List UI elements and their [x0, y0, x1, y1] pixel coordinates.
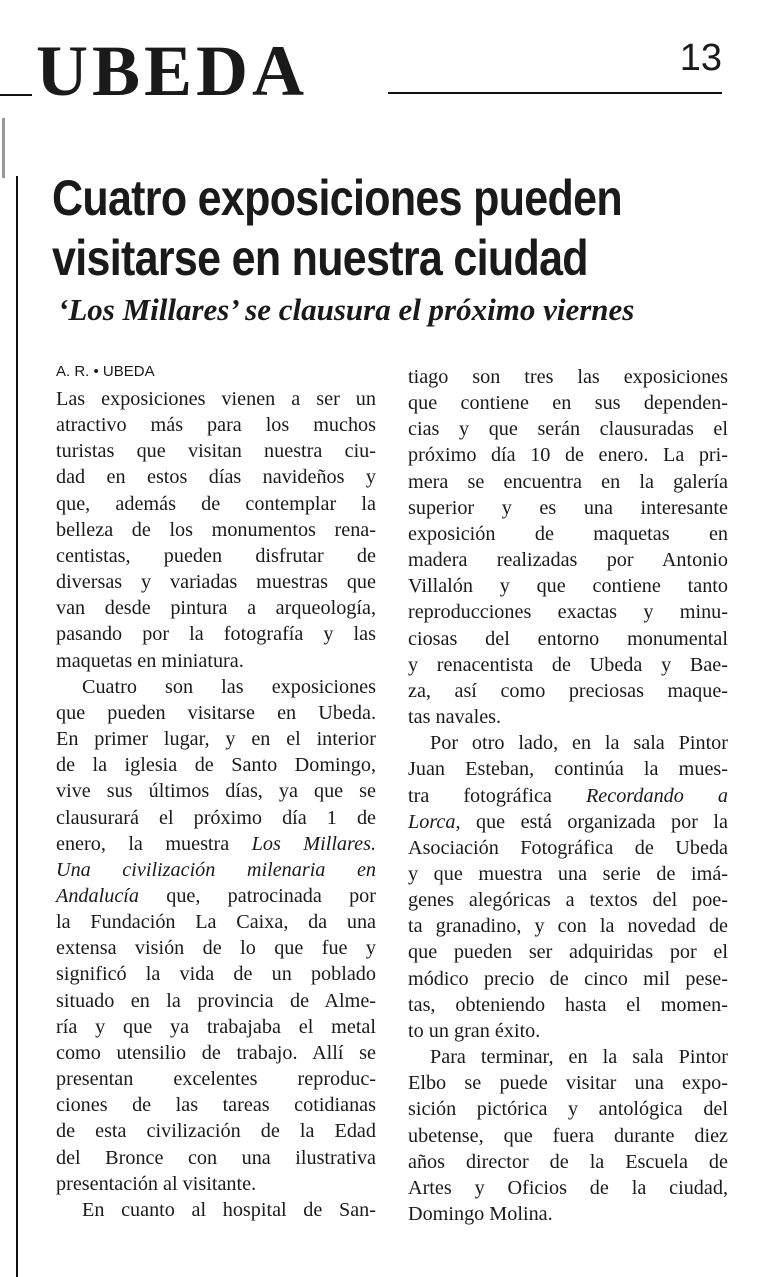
text-line: próximo día 10 de enero. La pri- [408, 444, 728, 467]
text-line: mera se encuentra en la galería [408, 470, 728, 493]
text-line: Elbo se puede visitar una expo- [408, 1072, 728, 1095]
text-line: madera realizadas por Antonio [408, 549, 728, 572]
text-line: Juan Esteban, continúa la mues- [408, 758, 728, 781]
masthead-rule-left [0, 94, 32, 96]
text-line: centistas, pueden disfrutar de [56, 544, 376, 567]
article-column-right [408, 364, 728, 1227]
masthead-rule-right [388, 92, 722, 94]
text-run: tra fotográfica [408, 784, 552, 807]
text-line: van desde pintura a arqueología, [56, 597, 376, 620]
text-line: Domingo Molina. [408, 1203, 553, 1225]
text-run: enero, la muestra [56, 832, 230, 855]
page-number: 13 [679, 37, 722, 79]
headline [52, 168, 654, 288]
text-line: módico precio de cinco mil pese- [408, 967, 728, 990]
text-line: Cuatro son las exposiciones [82, 675, 376, 698]
paragraph-5 [408, 1044, 728, 1227]
text-line: la Fundación La Caixa, da una [56, 911, 376, 934]
text-line: y renacentista de Ubeda y Bae- [408, 653, 728, 676]
masthead [0, 31, 768, 111]
text-line: ta granadino, y con la novedad de [408, 915, 728, 938]
text-line: que pueden ser adquiridas por el [408, 941, 728, 964]
text-line: tas navales. [408, 706, 502, 729]
text-run: que está organizada por la [475, 810, 728, 833]
exhibition-title: Los Millares. [251, 832, 376, 855]
text-line: pasando por la fotografía y las [56, 623, 376, 646]
text-line: cias y que serán clausuradas el [408, 418, 728, 441]
byline: A. R. • UBEDA [56, 363, 155, 380]
text-line: y que muestra una serie de imá- [408, 862, 728, 885]
text-line: que contiene en sus dependen- [408, 392, 728, 415]
subheadline: ‘Los Millares’ se clausura el próximo viernes [58, 292, 635, 327]
text-line: za, así como preciosas maque- [408, 679, 728, 702]
text-line: superior y es una interesante [408, 496, 728, 519]
text-line: presentación al visitante. [56, 1172, 257, 1195]
paragraph-1 [56, 386, 376, 674]
text-line: de esta civilización de la Edad [56, 1120, 376, 1143]
text-line: que pueden visitarse en Ubeda. [56, 701, 376, 724]
text-line: extensa visión de lo que fue y [56, 937, 376, 960]
text-line: En primer lugar, y en el interior [56, 728, 376, 751]
text-run: que, patrocinada por [166, 884, 376, 907]
text-line: turistas que visitan nuestra ciu- [56, 440, 376, 463]
headline-line: visitarse en nuestra ciudad [52, 230, 588, 286]
text-line: Villalón y que contiene tanto [408, 575, 728, 598]
text-line: reproducciones exactas y minu- [408, 601, 728, 624]
text-line: atractivo más para los muchos [56, 414, 376, 437]
text-line: Asociación Fotográfica de Ubeda [408, 836, 728, 859]
text-line: Para terminar, en la sala Pintor [430, 1046, 728, 1069]
paragraph-4 [408, 730, 728, 1044]
text-line: presentan excelentes reproduc- [56, 1068, 376, 1091]
exhibition-title: Lorca, [408, 810, 461, 833]
column-rule-left [16, 176, 18, 1277]
text-line: tas, obteniendo hasta el momen- [408, 993, 728, 1016]
exhibition-title: Andalucía [56, 884, 139, 907]
paragraph-3 [56, 1197, 376, 1223]
text-line: ciosas del entorno monumental [408, 627, 728, 650]
text-line: genes alegóricas a textos del poe- [408, 889, 728, 912]
headline-line: Cuatro exposiciones pueden [52, 170, 622, 226]
section-title: UBEDA [36, 31, 309, 111]
text-line: to un gran éxito. [408, 1019, 541, 1042]
text-line: belleza de los monumentos rena- [56, 518, 376, 541]
text-line [56, 883, 376, 909]
text-line: ubetense, que fuera durante diez [408, 1124, 728, 1147]
text-line: Las exposiciones vienen a ser un [56, 388, 376, 410]
text-line [56, 831, 376, 857]
paragraph-2 [56, 674, 376, 1197]
text-line: diversas y variadas muestras que [56, 571, 376, 594]
text-line: años director de la Escuela de [408, 1150, 728, 1173]
text-line: del Bronce con una ilustrativa [56, 1146, 376, 1169]
text-line [408, 809, 728, 835]
text-line [408, 783, 728, 809]
text-line [56, 857, 376, 883]
text-line: exposición de maquetas en [408, 522, 728, 545]
article-column-left [56, 360, 376, 1223]
text-line: Por otro lado, en la sala Pintor [430, 732, 728, 755]
text-line: Artes y Oficios de la ciudad, [408, 1176, 728, 1199]
scan-edge-mark [2, 118, 5, 178]
text-line: ciones de las tareas cotidianas [56, 1094, 376, 1117]
text-line: dad en estos días navideños y [56, 466, 376, 489]
text-line: sición pictórica y antológica del [408, 1098, 728, 1121]
text-line: significó la vida de un poblado [56, 963, 376, 986]
paragraph-3-continued [408, 364, 728, 730]
exhibition-title: Una civilización milenaria en [56, 858, 376, 881]
text-line: ría y que ya trabajaba el metal [56, 1015, 376, 1038]
text-line: vive sus últimos días, ya que se [56, 780, 376, 803]
exhibition-title: Recordando a [585, 784, 728, 807]
text-line: de la iglesia de Santo Domingo, [56, 754, 376, 777]
text-line: tiago son tres las exposiciones [408, 366, 728, 388]
text-line: como utensilio de trabajo. Allí se [56, 1041, 376, 1064]
text-line: que, además de contemplar la [56, 492, 376, 515]
text-line: situado en la provincia de Alme- [56, 989, 376, 1012]
text-line: clausurará el próximo día 1 de [56, 806, 376, 829]
text-line: maquetas en miniatura. [56, 649, 244, 672]
text-line: En cuanto al hospital de San- [82, 1198, 376, 1221]
